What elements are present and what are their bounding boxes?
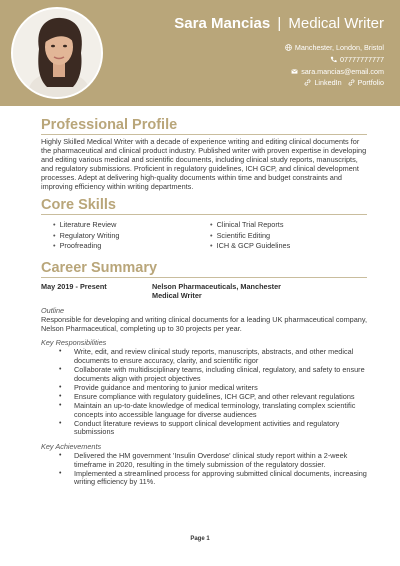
skill-item: • Literature Review	[53, 220, 210, 230]
linkedin-link[interactable]: LinkedIn	[314, 78, 342, 87]
job-dates: May 2019 - Present	[41, 281, 107, 291]
link-icon	[304, 79, 311, 86]
list-item: • Write, edit, and review clinical study reports, manuscripts, abstracts, and other medical documents to ensure accuracy, clarity, and scientific rigor	[59, 348, 367, 365]
job-title: Medical Writer	[288, 15, 384, 32]
achievements-list	[59, 452, 367, 487]
candidate-name: Sara Mancias	[174, 15, 271, 32]
profile-text: Highly Skilled Medical Writer with a decade of experience writing and editing clinical documents for the pharmaceutical and clinical product industry. Published writer with proven expertise in developing and editing various medical and scientific documents, including clinical study reports, manuscripts, and regulatory submissions. Proficient in regulatory guidelines, ICH GCP, and clinical development processes. Adept at delivering high-quality documents within time and budget constraints and improving efficiency within writing departments.	[41, 137, 367, 191]
job-header	[41, 282, 367, 301]
name-separator: |	[277, 15, 282, 32]
name-title	[174, 15, 384, 32]
skill-item: • ICH & GCP Guidelines	[210, 241, 367, 251]
profile-photo	[11, 7, 103, 99]
skills-column-left	[53, 220, 210, 251]
contact-email	[291, 67, 384, 76]
achievements-label: Key Achievements	[41, 441, 102, 451]
job-role: Medical Writer	[152, 291, 202, 301]
list-item: • Delivered the HM government 'Insulin Overdose' clinical study report within a 2-week timeframe in 2020, resulting in the timely submission of the regulatory dossier.	[59, 452, 367, 469]
contact-phone	[330, 55, 384, 64]
job-organisation	[152, 282, 281, 301]
globe-icon	[285, 44, 292, 51]
phone-text[interactable]: 07777777777	[340, 55, 384, 64]
list-item: • Implemented a streamlined process for approving submitted clinical documents, increasing writing efficiency by 11%.	[59, 470, 367, 487]
list-item: • Provide guidance and mentoring to junior medical writers	[59, 384, 367, 393]
email-link[interactable]: sara.mancias@email.com	[301, 67, 384, 76]
contact-location	[285, 43, 384, 52]
skill-item: • Regulatory Writing	[53, 231, 210, 241]
list-item: • Maintain an up-to-date knowledge of medical terminology, translating complex scientific concepts into accessible language for diverse audiences	[59, 402, 367, 419]
responsibilities-list	[59, 348, 367, 436]
skill-item: • Proofreading	[53, 241, 210, 251]
skill-item: • Scientific Editing	[210, 231, 367, 241]
envelope-icon	[291, 68, 298, 75]
list-item: • Ensure compliance with regulatory guidelines, ICH GCP, and other relevant regulations	[59, 393, 367, 402]
list-item: • Conduct literature reviews to support clinical development activities and regulatory submissions	[59, 420, 367, 437]
phone-icon	[330, 56, 337, 63]
cv-header	[0, 0, 400, 106]
skills-column-right	[210, 220, 367, 251]
page-number: Page 1	[190, 536, 210, 542]
portfolio-link[interactable]: Portfolio	[357, 78, 384, 87]
skills-list	[53, 220, 367, 251]
location-text: Manchester, London, Bristol	[294, 43, 384, 52]
career-heading: Career Summary	[41, 260, 367, 278]
skills-heading: Core Skills	[41, 197, 367, 215]
outline-label: Outline	[41, 305, 65, 315]
skill-item: • Clinical Trial Reports	[210, 220, 367, 230]
responsibilities-label: Key Responsibilities	[41, 338, 107, 348]
job-company: Nelson Pharmaceuticals, Manchester	[152, 281, 281, 291]
outline-text: Responsible for developing and writing clinical documents for a leading UK pharmaceutical company, Nelson Pharmaceutical, completing up to 30 projects per year.	[41, 314, 367, 333]
list-item: • Collaborate with multidisciplinary teams, including clinical, regulatory, and safety to ensure documents align with project objectives	[59, 366, 367, 383]
link-icon	[348, 79, 355, 86]
cv-content	[41, 117, 367, 487]
profile-heading: Professional Profile	[41, 117, 367, 135]
contact-links	[304, 78, 384, 87]
